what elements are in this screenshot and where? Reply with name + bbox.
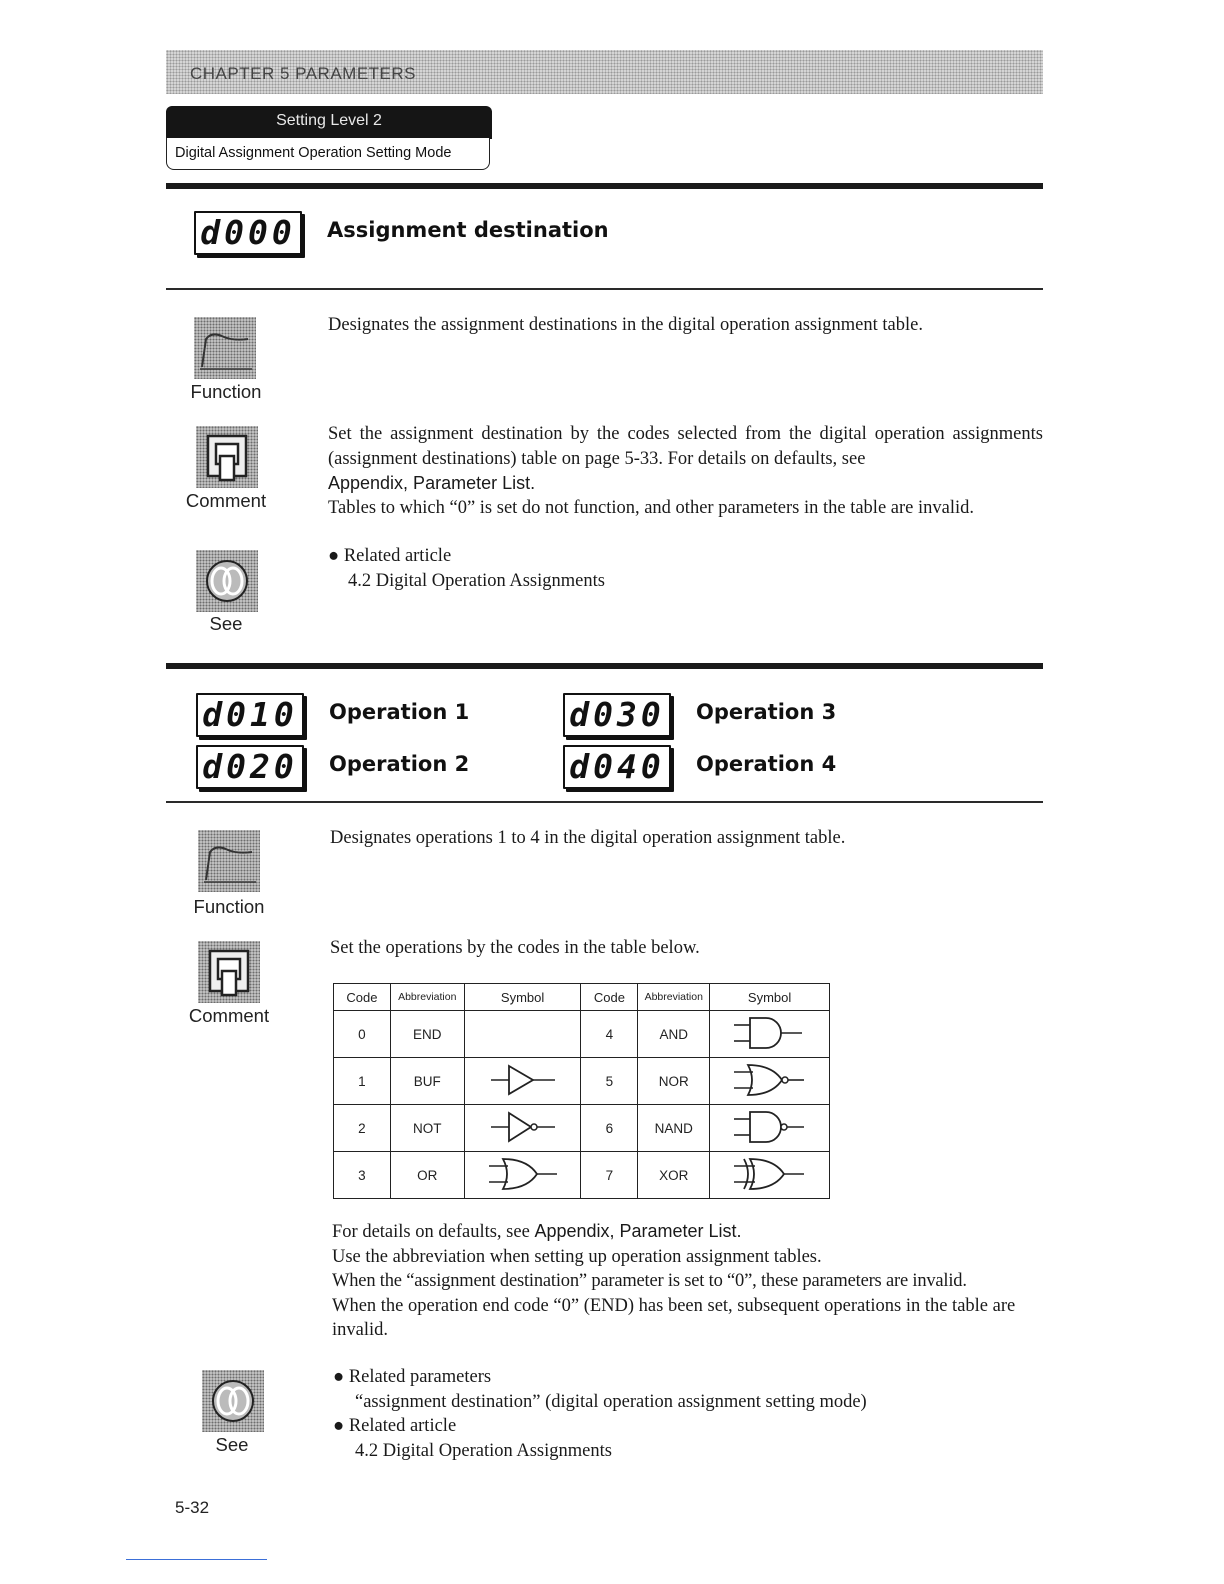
abbreviation-cell: NOR (638, 1058, 710, 1105)
param-code: d010 (202, 695, 298, 734)
function-icon (198, 830, 260, 892)
symbol-cell (710, 1011, 830, 1058)
related-article-heading: ● Related article (333, 1416, 457, 1436)
comment-label: Comment (185, 490, 267, 511)
section-divider (166, 183, 1043, 189)
see-label: See (209, 613, 243, 634)
column-header: Code (581, 984, 638, 1011)
column-header: Symbol (710, 984, 830, 1011)
see-rings-icon (202, 1370, 264, 1432)
see-icon (196, 550, 258, 612)
abbreviation-cell: OR (390, 1152, 464, 1199)
see-icon (202, 1370, 264, 1432)
column-header: Abbreviation (638, 984, 710, 1011)
column-header: Code (334, 984, 391, 1011)
page-number: 5-32 (175, 1498, 210, 1517)
param-code: d020 (202, 747, 298, 786)
table-row (334, 1058, 830, 1105)
code-cell: 2 (334, 1105, 391, 1152)
function-text: Designates the assignment destinations in the digital operation assignment table. (328, 315, 923, 335)
related-article-link[interactable]: 4.2 Digital Operation Assignments (355, 1440, 612, 1461)
function-icon (194, 317, 256, 379)
operation-code-table (333, 983, 830, 1199)
comment-book-icon (198, 941, 260, 1003)
setting-level-label: Setting Level 2 (276, 112, 382, 129)
symbol-cell (710, 1152, 830, 1199)
bottom-rule (126, 1559, 267, 1560)
nand-gate-icon (730, 1107, 810, 1147)
notes-block (332, 1219, 1048, 1343)
param-title: Operation 3 (696, 700, 837, 724)
param-code: d000 (200, 213, 296, 252)
code-cell: 6 (581, 1105, 638, 1152)
note-line: When the “assignment destination” parameter is set to “0”, these parameters are invalid. (332, 1271, 967, 1291)
see-label: See (215, 1434, 249, 1455)
param-code: d040 (569, 747, 665, 786)
or-gate-icon (483, 1154, 563, 1194)
related-parameter-link[interactable]: “assignment destination” (digital operation assignment setting mode) (355, 1391, 867, 1412)
not-gate-icon (483, 1107, 563, 1147)
nor-gate-icon (730, 1060, 810, 1100)
param-title: Operation 2 (329, 752, 470, 776)
comment-text (328, 422, 1043, 520)
table-row (334, 1011, 830, 1058)
comment-line: Tables to which “0” is set do not function, and other parameters in the table are invalid. (328, 497, 975, 518)
function-text: Designates operations 1 to 4 in the digital operation assignment table. (330, 828, 846, 848)
function-label: Function (193, 896, 265, 917)
symbol-cell (710, 1058, 830, 1105)
column-header: Symbol (464, 984, 581, 1011)
xor-gate-icon (730, 1154, 810, 1194)
section-divider (166, 801, 1043, 803)
defaults-line: For details on defaults, see Appendix, Parameter List. (332, 1221, 742, 1242)
function-graph-icon (198, 830, 260, 892)
code-cell: 1 (334, 1058, 391, 1105)
abbreviation-cell: NOT (390, 1105, 464, 1152)
code-cell: 5 (581, 1058, 638, 1105)
related-block (333, 1365, 867, 1463)
related-article-heading: ● Related article (328, 546, 452, 566)
param-title: Assignment destination (327, 218, 609, 242)
note-line: When the operation end code “0” (END) has been set, subsequent operations in the table are invalid. (332, 1295, 1016, 1340)
table-row (334, 1152, 830, 1199)
code-cell: 3 (334, 1152, 391, 1199)
code-cell: 4 (581, 1011, 638, 1058)
abbreviation-cell: AND (638, 1011, 710, 1058)
comment-book-icon (196, 426, 258, 488)
param-title: Operation 4 (696, 752, 837, 776)
symbol-cell-empty (464, 1011, 581, 1058)
chapter-title: CHAPTER 5 PARAMETERS (190, 64, 417, 83)
param-code: d030 (569, 695, 665, 734)
table-header-row (334, 984, 830, 1011)
section-divider (166, 288, 1043, 290)
related-article-block (328, 544, 605, 593)
related-article-link[interactable]: 4.2 Digital Operation Assignments (348, 570, 605, 591)
function-label: Function (190, 381, 262, 402)
symbol-cell (464, 1058, 581, 1105)
symbol-cell (464, 1152, 581, 1199)
section-divider (166, 663, 1043, 669)
comment-icon (198, 941, 260, 1003)
code-cell: 0 (334, 1011, 391, 1058)
abbreviation-cell: XOR (638, 1152, 710, 1199)
mode-label: Digital Assignment Operation Setting Mode (175, 145, 452, 161)
param-title: Operation 1 (329, 700, 470, 724)
see-rings-icon (196, 550, 258, 612)
code-cell: 7 (581, 1152, 638, 1199)
abbreviation-cell: END (390, 1011, 464, 1058)
function-graph-icon (194, 317, 256, 379)
table-row (334, 1105, 830, 1152)
note-line: Use the abbreviation when setting up operation assignment tables. (332, 1246, 822, 1267)
abbreviation-cell: BUF (390, 1058, 464, 1105)
abbreviation-cell: NAND (638, 1105, 710, 1152)
appendix-reference: Appendix, Parameter List. (328, 473, 536, 493)
column-header: Abbreviation (390, 984, 464, 1011)
appendix-reference: Appendix, Parameter List. (534, 1221, 742, 1241)
comment-icon (196, 426, 258, 488)
comment-intro: Set the operations by the codes in the table below. (330, 938, 700, 958)
comment-label: Comment (188, 1005, 270, 1026)
and-gate-icon (730, 1013, 810, 1053)
related-parameters-heading: ● Related parameters (333, 1367, 492, 1387)
symbol-cell (464, 1105, 581, 1152)
buffer-gate-icon (483, 1060, 563, 1100)
comment-line: Set the assignment destination by the codes selected from the digital operation assignments (assignment destinations) table on page 5-33. For details on defaults, see (328, 424, 1043, 469)
symbol-cell (710, 1105, 830, 1152)
